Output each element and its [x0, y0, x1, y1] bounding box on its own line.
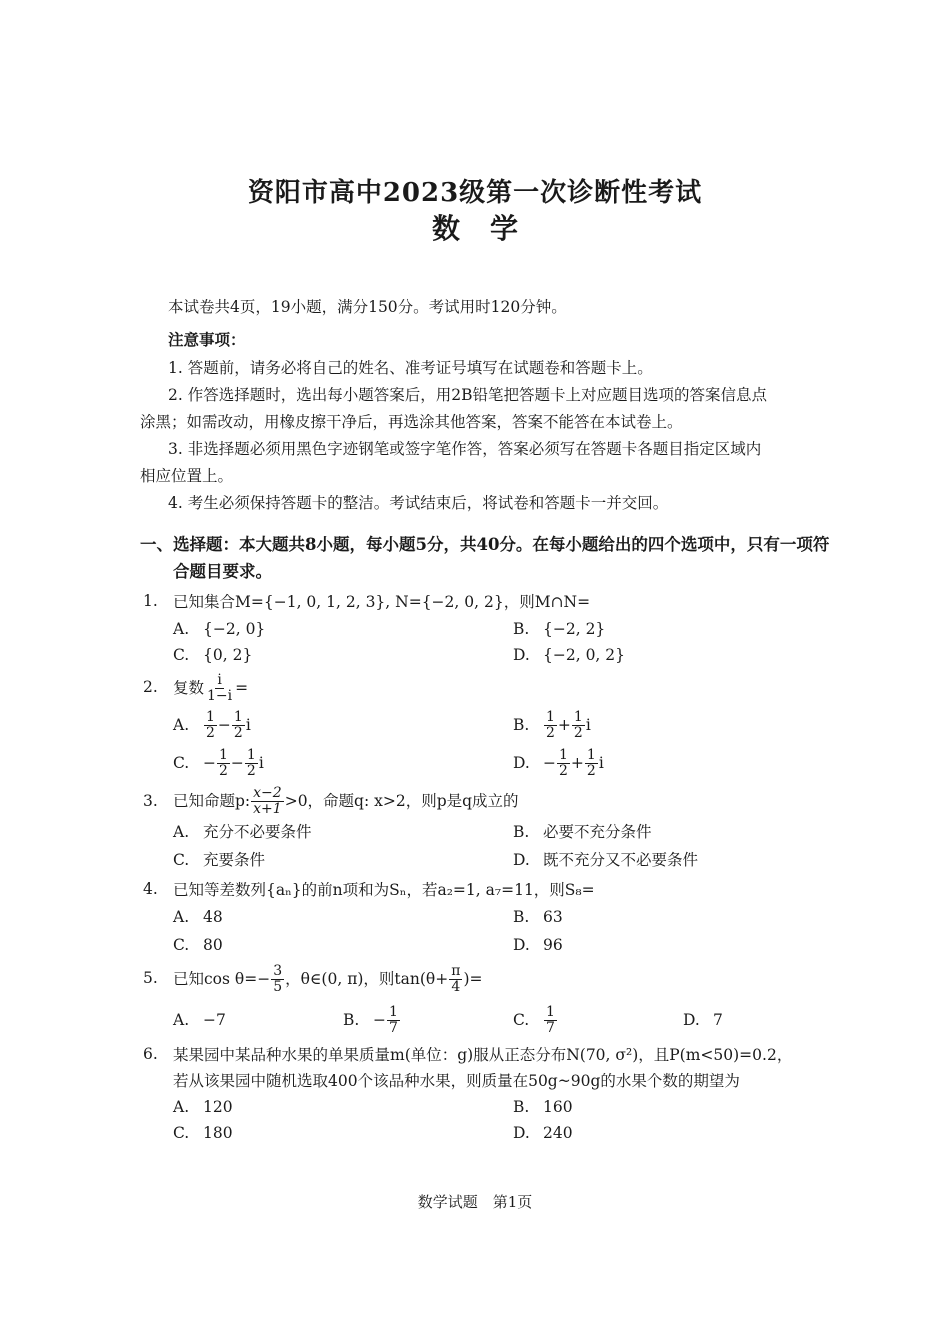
q4-option-c — [173, 935, 223, 955]
q4-number: 4. — [143, 880, 158, 898]
q1-option-c — [173, 645, 252, 665]
imaginary-unit: i — [585, 716, 591, 734]
option-label: D. — [513, 646, 530, 664]
numerator: i — [217, 671, 222, 688]
option-text: {−2, 2} — [543, 620, 606, 638]
q2-option-a — [173, 707, 251, 743]
q5-fraction-pi — [449, 964, 462, 995]
imaginary-unit: i — [258, 754, 264, 772]
option-label: B. — [513, 908, 530, 926]
operator: + — [570, 754, 584, 772]
operator: − — [543, 754, 556, 772]
denominator: 2 — [246, 762, 256, 779]
option-label: C. — [173, 936, 190, 954]
numerator: x−2 — [253, 784, 282, 801]
q2-equals: = — [235, 679, 249, 697]
numerator: 1 — [206, 708, 215, 725]
denominator: 2 — [546, 724, 555, 741]
q5-option-c — [513, 1002, 558, 1038]
denominator: 2 — [573, 724, 583, 741]
denominator: 2 — [559, 762, 568, 779]
q5-number: 5. — [143, 969, 158, 987]
section-heading-line1: 一、选择题：本大题共8小题，每小题5分，共40分。在每小题给出的四个选项中，只有一项符 — [140, 535, 830, 554]
q6-number: 6. — [143, 1045, 158, 1063]
operator: − — [373, 1011, 386, 1029]
denominator: 2 — [206, 724, 215, 741]
q6-option-c — [173, 1123, 233, 1143]
option-text: 充要条件 — [203, 851, 266, 869]
q5-option-d — [683, 1010, 723, 1030]
q5-stem-pre: 已知cos θ=− — [173, 970, 271, 988]
fraction — [232, 710, 245, 741]
numerator: π — [451, 962, 461, 979]
q3-fraction — [251, 786, 284, 817]
numerator: 1 — [389, 1003, 398, 1020]
q1-stem: 已知集合M={−1, 0, 1, 2, 3}, N={−2, 0, 2}，则M∩N= — [173, 593, 591, 611]
option-label: A. — [173, 1011, 190, 1029]
option-text: 必要不充分条件 — [543, 823, 652, 841]
q3-stem-pre: 已知命题p: — [173, 792, 251, 810]
q2-stem — [173, 670, 248, 706]
option-label: A. — [173, 620, 190, 638]
fraction — [585, 748, 598, 779]
note-2-line2: 涂黑；如需改动，用橡皮擦干净后，再选涂其他答案，答案不能答在本试卷上。 — [140, 413, 683, 431]
option-label: D. — [683, 1011, 700, 1029]
q5-stem-mid: ，θ∈(0, π)，则tan(θ+ — [285, 970, 449, 988]
q3-option-d — [513, 850, 698, 870]
denominator: 5 — [273, 978, 283, 995]
q5-fraction-cos — [271, 964, 284, 995]
option-text: {−2, 0} — [203, 620, 266, 638]
denominator: 7 — [546, 1019, 555, 1036]
q5-option-b — [343, 1002, 401, 1038]
numerator: 1 — [559, 746, 568, 763]
fraction — [572, 710, 585, 741]
option-text: −7 — [203, 1011, 226, 1029]
option-label: C. — [173, 851, 190, 869]
q5-stem-post: )= — [463, 970, 483, 988]
option-text: 240 — [543, 1124, 573, 1142]
option-label: D. — [513, 1124, 530, 1142]
operator: − — [217, 716, 231, 734]
denominator: x+1 — [253, 800, 282, 817]
q6-option-d — [513, 1123, 573, 1143]
page-footer: 数学试题 第1页 — [417, 1193, 533, 1211]
subject-title: 数学 — [431, 212, 548, 245]
note-4: 4. 考生必须保持答题卡的整洁。考试结束后，将试卷和答题卡一并交回。 — [168, 494, 669, 512]
exam-title: 资阳市高中2023级第一次诊断性考试 — [247, 178, 703, 208]
q2-option-b — [513, 707, 591, 743]
option-label: B. — [513, 716, 530, 734]
q2-number: 2. — [143, 678, 158, 696]
option-label: D. — [513, 851, 530, 869]
imaginary-unit: i — [598, 754, 604, 772]
option-text: 80 — [203, 936, 223, 954]
option-text: 充分不必要条件 — [203, 823, 312, 841]
q6-stem-line1: 某果园中某品种水果的单果质量m(单位：g)服从正态分布N(70, σ²)，且P(m<50)=0.2， — [173, 1046, 793, 1064]
option-label: C. — [173, 754, 190, 772]
q3-stem-post: >0，命题q: x>2，则p是q成立的 — [284, 792, 519, 810]
fraction — [557, 748, 570, 779]
option-text: 63 — [543, 908, 563, 926]
exam-intro: 本试卷共4页，19小题，满分150分。考试用时120分钟。 — [168, 298, 567, 316]
numerator: 1 — [246, 746, 256, 763]
option-label: C. — [173, 646, 190, 664]
q3-option-c — [173, 850, 265, 870]
fraction — [217, 748, 230, 779]
numerator: 1 — [546, 1003, 555, 1020]
operator: + — [557, 716, 571, 734]
numerator: 1 — [586, 746, 596, 763]
option-text: {−2, 0, 2} — [543, 646, 626, 664]
option-label: D. — [513, 754, 530, 772]
notes-heading: 注意事项： — [168, 330, 246, 349]
denominator: 7 — [389, 1019, 398, 1036]
imaginary-unit: i — [245, 716, 251, 734]
option-text: 160 — [543, 1098, 573, 1116]
note-3-line2: 相应位置上。 — [140, 467, 234, 485]
option-text: 96 — [543, 936, 563, 954]
numerator: 1 — [573, 708, 583, 725]
option-text: 48 — [203, 908, 223, 926]
fraction — [245, 748, 258, 779]
option-text: 7 — [713, 1011, 723, 1029]
option-text: 既不充分又不必要条件 — [543, 851, 699, 869]
option-label: A. — [173, 908, 190, 926]
section-heading-line2: 合题目要求。 — [173, 562, 272, 581]
q1-option-d — [513, 645, 625, 665]
option-label: C. — [173, 1124, 190, 1142]
q2-option-d — [513, 745, 604, 781]
option-label: A. — [173, 823, 190, 841]
numerator: 3 — [273, 962, 283, 979]
note-3-line1: 3. 非选择题必须用黑色字迹钢笔或签字笔作答，答案必须写在答题卡各题目指定区域内 — [168, 440, 762, 458]
q3-stem — [173, 783, 519, 819]
denominator: 2 — [233, 724, 243, 741]
q2-stem-text: 复数 — [173, 679, 205, 697]
fraction — [544, 710, 557, 741]
q6-stem-line2: 若从该果园中随机选取400个该品种水果，则质量在50g~90g的水果个数的期望为 — [173, 1072, 740, 1090]
option-label: D. — [513, 936, 530, 954]
operator: − — [230, 754, 244, 772]
option-text: {0, 2} — [203, 646, 253, 664]
option-label: B. — [343, 1011, 360, 1029]
option-label: B. — [513, 823, 530, 841]
numerator: 1 — [546, 708, 555, 725]
fraction — [204, 710, 217, 741]
q4-option-d — [513, 935, 563, 955]
q4-option-b — [513, 907, 563, 927]
operator: − — [203, 754, 216, 772]
q1-option-b — [513, 619, 605, 639]
option-label: C. — [513, 1011, 530, 1029]
option-label: A. — [173, 716, 190, 734]
note-2-line1: 2. 作答选择题时，选出每小题答案后，用2B铅笔把答题卡上对应题目选项的答案信息点 — [168, 386, 767, 404]
q3-option-a — [173, 822, 312, 842]
numerator: 1 — [233, 708, 243, 725]
q4-stem: 已知等差数列{aₙ}的前n项和为Sₙ，若a₂=1, a₇=11，则S₈= — [173, 881, 595, 899]
q5-stem — [173, 961, 483, 997]
option-label: B. — [513, 620, 530, 638]
denominator: 4 — [451, 978, 461, 995]
q3-number: 3. — [143, 792, 158, 810]
numerator: 1 — [219, 746, 228, 763]
denominator: 2 — [219, 762, 228, 779]
denominator: 1−i — [207, 687, 233, 704]
q1-number: 1. — [143, 592, 158, 610]
q2-option-c — [173, 745, 264, 781]
q2-fraction — [205, 673, 234, 704]
denominator: 2 — [586, 762, 596, 779]
q4-option-a — [173, 907, 223, 927]
q3-option-b — [513, 822, 652, 842]
q5-option-a — [173, 1010, 226, 1030]
fraction — [387, 1005, 400, 1036]
option-label: B. — [513, 1098, 530, 1116]
option-label: A. — [173, 1098, 190, 1116]
note-1: 1. 答题前，请务必将自己的姓名、准考证号填写在试题卷和答题卡上。 — [168, 359, 653, 377]
option-text: 120 — [203, 1098, 233, 1116]
fraction — [544, 1005, 557, 1036]
q1-option-a — [173, 619, 265, 639]
q6-option-a — [173, 1097, 233, 1117]
option-text: 180 — [203, 1124, 233, 1142]
q6-option-b — [513, 1097, 573, 1117]
